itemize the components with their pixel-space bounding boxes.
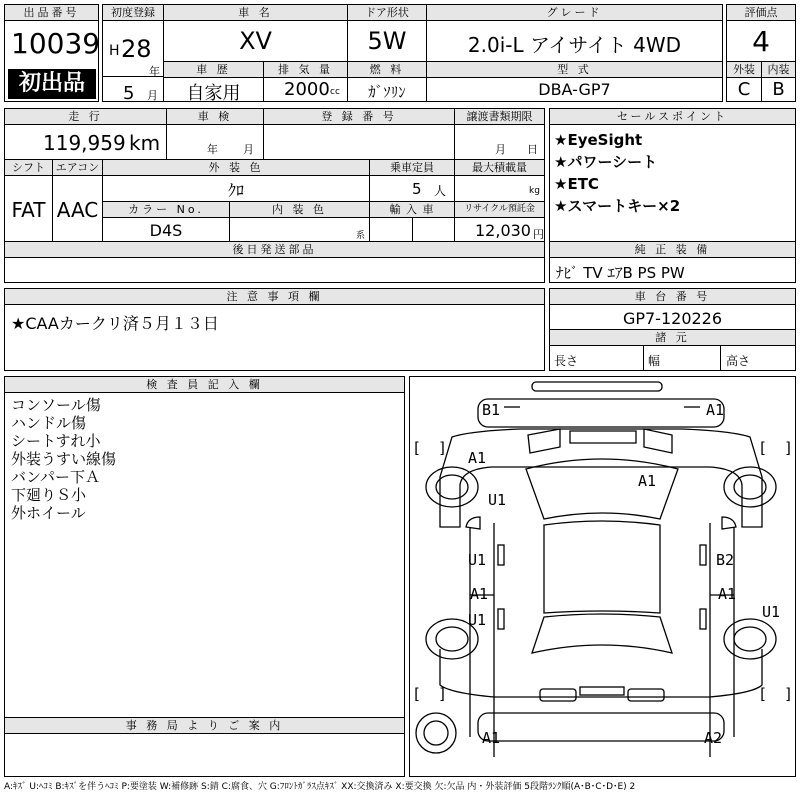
- car-name-box: [163, 4, 348, 62]
- mark-quarter-r: A1: [718, 585, 737, 603]
- shift-label: シフト: [4, 159, 53, 176]
- history-label: 車 歴: [163, 61, 264, 78]
- load-unit: kg: [529, 186, 540, 196]
- color-no-label: カラー No.: [102, 201, 230, 218]
- bracket-right-front: [: [758, 439, 768, 457]
- inspector-line: シートすれ小: [11, 432, 101, 450]
- sales-point: ★スマートキー×2: [554, 197, 681, 215]
- fuel: ｶﾞｿﾘﾝ: [368, 83, 406, 101]
- equipment-box: [549, 241, 796, 283]
- ac-box: [52, 159, 103, 242]
- reg-divider: [102, 76, 164, 77]
- year-unit: 年: [149, 65, 160, 78]
- bracket-left-rear: [: [412, 685, 422, 703]
- color-no-box: [102, 201, 230, 242]
- registration-label: 初度登録: [102, 4, 164, 21]
- capacity-unit: 人: [434, 184, 447, 198]
- inspector-line: バンパー下Ａ: [11, 468, 100, 486]
- score: 4: [752, 25, 770, 58]
- first-listing-badge: 初出品: [8, 69, 96, 99]
- history: 自家用: [186, 83, 241, 104]
- ac-label: エアコン: [52, 159, 103, 176]
- footer-legend: A:ｷｽﾞ U:ﾍｺﾐ B:ｷｽﾞを伴うﾍｺﾐ P:要塗装 W:補修跡 S:錆 C:腐食、穴 G:ﾌﾛﾝﾄｶﾞﾗｽ点ｷｽﾞ XX:交換済み X:要交換 欠:欠品 内・外装評価 5段階ﾗﾝｸ順(A･B･C･D･E) 2: [4, 782, 636, 792]
- capacity-box: [369, 159, 455, 202]
- color-no: D4S: [149, 221, 183, 240]
- ac: AAC: [56, 198, 99, 222]
- inspector-label: 検 査 員 記 入 欄: [4, 376, 405, 393]
- bracket-right-front-close: ]: [784, 439, 794, 457]
- inspector-notes: [11, 396, 116, 522]
- inspector-box: [4, 376, 405, 718]
- chassis-number: GP7-120226: [622, 309, 723, 328]
- office-label: 事 務 局 よ り ご 案 内: [4, 717, 405, 734]
- inspection-month-unit: 月: [243, 143, 254, 156]
- displacement-box: [263, 61, 348, 102]
- later-parts-box: [4, 241, 545, 283]
- sales-points-label: セールスポイント: [549, 108, 796, 125]
- chassis-box: [549, 288, 796, 330]
- displacement: 2000: [284, 79, 330, 100]
- recycle: 12,030: [475, 221, 531, 240]
- transfer-box: [454, 108, 545, 160]
- mark-door-rl: U1: [468, 551, 487, 569]
- import-label: 輸 入 車: [369, 201, 455, 218]
- registration-box: [102, 4, 164, 102]
- mark-rear-left: A1: [482, 729, 501, 747]
- grade-box: [426, 4, 723, 62]
- sales-point: ★EyeSight: [554, 131, 643, 149]
- mileage-label: 走 行: [4, 108, 167, 125]
- inspection-year-unit: 年: [207, 143, 218, 156]
- mark-door-fl: U1: [488, 491, 507, 509]
- width-label: 幅: [648, 354, 661, 368]
- history-box: [163, 61, 264, 102]
- reg-year: 28: [121, 35, 152, 63]
- int-grade: B: [772, 79, 785, 100]
- lot-number-label: 出品番号: [4, 4, 99, 21]
- door-label: ドア形状: [347, 4, 427, 21]
- lot-number: 10039: [11, 27, 101, 60]
- bracket-right-rear: [: [758, 685, 768, 703]
- recycle-label: リサイクル預託金: [454, 201, 545, 218]
- height-label: 高さ: [726, 354, 751, 368]
- plate-box: [263, 108, 455, 160]
- car-name: XV: [239, 27, 272, 55]
- model: DBA-GP7: [538, 80, 611, 99]
- grade: 2.0i-L アイサイト 4WD: [467, 33, 682, 57]
- era: H: [109, 43, 120, 59]
- mileage-unit: km: [129, 131, 161, 155]
- displacement-label: 排 気 量: [263, 61, 348, 78]
- int-color-label: 内 装 色: [229, 201, 370, 218]
- bracket-left-front-close: ]: [438, 439, 448, 457]
- mark-fender-fl: A1: [468, 449, 487, 467]
- mark-side-r: U1: [762, 603, 781, 621]
- sales-points-box: [549, 108, 796, 242]
- capacity: 5: [412, 180, 422, 198]
- transfer-month-unit: 月: [495, 143, 506, 156]
- inspector-line: 外装うすい線傷: [11, 450, 117, 468]
- mark-quarter-l: A1: [470, 585, 489, 603]
- door-box: [347, 4, 427, 62]
- door-type: 5W: [367, 27, 407, 55]
- transfer-label: 譲渡書類期限: [454, 108, 545, 125]
- model-label: 型 式: [426, 61, 723, 78]
- load-label: 最大積載量: [454, 159, 545, 176]
- length-label: 長さ: [554, 354, 579, 368]
- capacity-label: 乗車定員: [369, 159, 455, 176]
- inspection-label: 車 検: [166, 108, 264, 125]
- fuel-label: 燃 料: [347, 61, 427, 78]
- load-box: [454, 159, 545, 202]
- plate-label: 登 録 番 号: [263, 108, 455, 125]
- ext-grade: C: [737, 79, 751, 100]
- score-box: [726, 4, 796, 62]
- int-grade-box: [761, 61, 796, 102]
- equipment: ﾅﾋﾞ TV ｴｱB PS PW: [556, 264, 685, 282]
- mileage-box: [4, 108, 167, 160]
- notes-box: [4, 288, 545, 371]
- grade-label: グレード: [426, 4, 723, 21]
- month-unit: 月: [147, 89, 158, 102]
- inspector-line: コンソール傷: [11, 396, 101, 414]
- mark-front-right: A1: [706, 401, 725, 419]
- bracket-left-rear-close: ]: [438, 685, 448, 703]
- mileage: 119,959: [43, 131, 126, 155]
- reg-month: 5: [123, 83, 135, 104]
- color-label: 外 装 色: [102, 159, 370, 176]
- mark-rear-right: A2: [704, 729, 723, 747]
- equipment-label: 純 正 装 備: [549, 241, 796, 258]
- car-name-label: 車 名: [163, 4, 348, 21]
- later-parts-label: 後日発送部品: [4, 241, 545, 258]
- displacement-unit: cc: [330, 87, 340, 97]
- ext-grade-box: [726, 61, 762, 102]
- int-color-unit: 系: [356, 231, 366, 241]
- mark-quarter-l2: U1: [468, 611, 487, 629]
- int-grade-label: 内装: [761, 61, 796, 78]
- dims-divider-2: [720, 346, 721, 371]
- bracket-right-rear-close: ]: [784, 685, 794, 703]
- dims-divider-1: [643, 346, 644, 371]
- color-box: [102, 159, 370, 202]
- car-diagram-box: [409, 376, 796, 777]
- model-box: [426, 61, 723, 102]
- color: ｸﾛ: [227, 181, 244, 200]
- office-box: [4, 717, 405, 777]
- recycle-unit: 円: [533, 228, 544, 241]
- bracket-left-front: [: [412, 439, 422, 457]
- sales-point: ★パワーシート: [554, 153, 658, 171]
- mark-hood: A1: [638, 472, 657, 490]
- inspector-line: ハンドル傷: [11, 414, 87, 432]
- mark-front-left: B1: [482, 401, 501, 419]
- notes-label: 注 意 事 項 欄: [4, 288, 545, 305]
- fuel-box: [347, 61, 427, 102]
- dims-box: [549, 329, 796, 371]
- inspector-line: 外ホイール: [11, 504, 86, 522]
- chassis-label: 車 台 番 号: [549, 288, 796, 305]
- car-outline: [410, 377, 795, 776]
- dims-label: 諸 元: [549, 329, 796, 346]
- ext-grade-label: 外装: [726, 61, 762, 78]
- recycle-box: [454, 201, 545, 242]
- shift-box: [4, 159, 53, 242]
- sales-points-list: [554, 129, 680, 217]
- notes: ★CAAカークリ済５月１３日: [11, 314, 219, 333]
- lot-number-box: [4, 4, 99, 102]
- sales-point: ★ETC: [554, 175, 599, 193]
- int-color-box: [229, 201, 370, 242]
- score-label: 評価点: [726, 4, 796, 21]
- inspector-line: 下廻りＳ小: [11, 486, 87, 504]
- inspection-box: [166, 108, 264, 160]
- shift: FAT: [11, 198, 46, 222]
- transfer-day-unit: 日: [527, 143, 538, 156]
- import-box: [369, 201, 455, 242]
- mark-door-rr: B2: [716, 551, 735, 569]
- import-divider: [412, 218, 413, 242]
